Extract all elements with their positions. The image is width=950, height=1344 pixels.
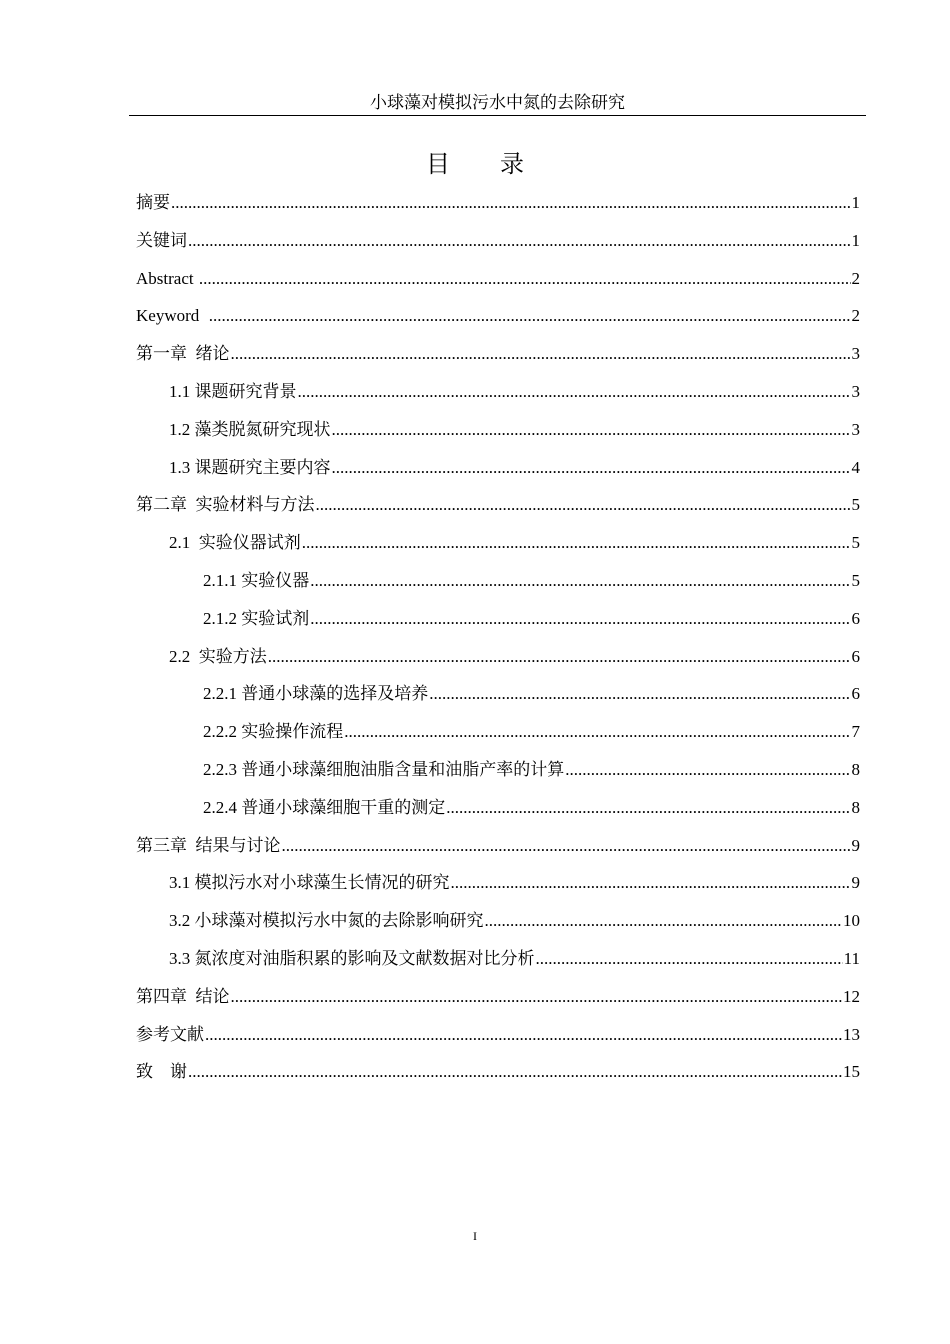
page-number-label: I — [473, 1229, 477, 1243]
toc-entry-page: 5 — [851, 495, 860, 515]
toc-leader-dots — [205, 1016, 842, 1054]
toc-entry-label: 2.2.3 普通小球藻细胞油脂含量和油脂产率的计算 — [203, 759, 565, 779]
toc-entry-label: 2.2.4 普通小球藻细胞干重的测定 — [203, 797, 446, 817]
toc-leader-dots — [332, 449, 851, 487]
toc-entry-chapter-3[interactable] — [136, 827, 860, 865]
toc-leader-dots — [316, 486, 851, 524]
toc-leader-dots — [429, 675, 850, 713]
toc-entry-keyword-en[interactable] — [136, 297, 860, 335]
toc-entry-chapter-2[interactable] — [136, 486, 860, 524]
toc-entry-label: 第二章 实验材料与方法 — [136, 495, 315, 515]
toc-entry-acknowledgements[interactable] — [136, 1053, 860, 1091]
toc-entry-abstract-cn[interactable] — [136, 184, 860, 222]
toc-leader-dots — [446, 789, 850, 827]
toc-title-char-2: 录 — [500, 150, 524, 178]
toc-entry-2-2[interactable] — [136, 638, 860, 676]
toc-leader-dots — [536, 940, 843, 978]
toc-leader-dots — [199, 260, 851, 298]
toc-leader-dots — [310, 600, 850, 638]
toc-entry-label: 1.2 藻类脱氮研究现状 — [169, 419, 331, 439]
toc-entry-label: Keyword — [136, 306, 208, 326]
toc-entry-page: 9 — [851, 873, 860, 893]
toc-entry-label: 3.1 模拟污水对小球藻生长情况的研究 — [169, 873, 450, 893]
toc-entry-page: 6 — [851, 684, 860, 704]
toc-entry-label: 2.1.2 实验试剂 — [203, 608, 310, 628]
toc-entry-page: 6 — [851, 608, 860, 628]
toc-entry-label: 1.3 课题研究主要内容 — [169, 457, 331, 477]
page-number — [0, 1228, 950, 1244]
toc-entry-label: 关键词 — [136, 230, 187, 250]
toc-leader-dots — [209, 297, 851, 335]
toc-leader-dots — [451, 864, 851, 902]
toc-entry-label: 2.2.1 普通小球藻的选择及培养 — [203, 684, 429, 704]
toc-entry-keywords-cn[interactable] — [136, 222, 860, 260]
toc-entry-label: 2.1 实验仪器试剂 — [169, 533, 301, 553]
toc-entry-page: 3 — [851, 419, 860, 439]
toc-entry-label: 致 谢 — [136, 1062, 187, 1082]
toc-entry-page: 5 — [851, 570, 860, 590]
toc-entry-2-2-4[interactable] — [136, 789, 860, 827]
toc-entry-page: 1 — [851, 230, 860, 250]
toc-title — [0, 147, 950, 181]
toc-entry-label: Abstract — [136, 268, 198, 288]
toc-leader-dots — [188, 222, 851, 260]
toc-entry-label: 参考文献 — [136, 1024, 204, 1044]
toc-entry-abstract-en[interactable] — [136, 260, 860, 298]
toc-entry-2-2-3[interactable] — [136, 751, 860, 789]
toc-entry-chapter-1[interactable] — [136, 335, 860, 373]
toc-entry-2-2-1[interactable] — [136, 675, 860, 713]
toc-entry-3-1[interactable] — [136, 864, 860, 902]
toc-entry-page: 3 — [851, 344, 860, 364]
toc-entry-label: 1.1 课题研究背景 — [169, 381, 297, 401]
toc-leader-dots — [310, 562, 850, 600]
toc-entry-page: 1 — [851, 193, 860, 212]
toc-entry-page: 8 — [851, 797, 860, 817]
toc-entry-page: 2 — [851, 268, 860, 288]
toc-entry-label: 摘要 — [136, 193, 170, 212]
toc-leader-dots — [188, 1053, 842, 1091]
toc-list — [136, 184, 860, 1091]
toc-entry-page: 9 — [851, 835, 860, 855]
toc-entry-page: 5 — [851, 533, 860, 553]
toc-leader-dots — [344, 713, 850, 751]
toc-leader-dots — [298, 373, 851, 411]
toc-entry-label: 3.3 氮浓度对油脂积累的影响及文献数据对比分析 — [169, 948, 535, 968]
toc-leader-dots — [268, 638, 851, 676]
toc-leader-dots — [485, 902, 843, 940]
toc-entry-page: 2 — [851, 306, 860, 326]
toc-entry-1-2[interactable] — [136, 411, 860, 449]
toc-entry-page: 12 — [843, 986, 860, 1006]
toc-entry-2-1-2[interactable] — [136, 600, 860, 638]
toc-entry-page: 6 — [851, 646, 860, 666]
toc-entry-label: 2.2 实验方法 — [169, 646, 267, 666]
toc-entry-2-1-1[interactable] — [136, 562, 860, 600]
toc-entry-2-2-2[interactable] — [136, 713, 860, 751]
toc-entry-1-1[interactable] — [136, 373, 860, 411]
toc-entry-label: 第四章 结论 — [136, 986, 230, 1006]
toc-leader-dots — [282, 827, 851, 865]
toc-leader-dots — [171, 184, 851, 222]
toc-entry-1-3[interactable] — [136, 449, 860, 487]
toc-entry-label: 2.1.1 实验仪器 — [203, 570, 310, 590]
toc-entry-page: 11 — [843, 948, 860, 968]
toc-entry-page: 7 — [851, 722, 860, 742]
toc-entry-2-1[interactable] — [136, 524, 860, 562]
running-header — [129, 92, 866, 116]
toc-entry-3-3[interactable] — [136, 940, 860, 978]
toc-entry-3-2[interactable] — [136, 902, 860, 940]
toc-entry-label: 第三章 结果与讨论 — [136, 835, 281, 855]
toc-leader-dots — [231, 335, 851, 373]
toc-entry-label: 2.2.2 实验操作流程 — [203, 722, 344, 742]
toc-leader-dots — [565, 751, 850, 789]
toc-title-char-1: 目 — [426, 150, 450, 178]
toc-entry-label: 第一章 绪论 — [136, 344, 230, 364]
toc-leader-dots — [231, 978, 843, 1016]
toc-leader-dots — [302, 524, 851, 562]
toc-entry-page: 10 — [843, 911, 860, 931]
toc-entry-page: 4 — [851, 457, 860, 477]
toc-entry-chapter-4[interactable] — [136, 978, 860, 1016]
toc-entry-label: 3.2 小球藻对模拟污水中氮的去除影响研究 — [169, 911, 484, 931]
toc-entry-references[interactable] — [136, 1016, 860, 1054]
running-header-title: 小球藻对模拟污水中氮的去除研究 — [370, 93, 625, 112]
toc-entry-page: 8 — [851, 759, 860, 779]
toc-entry-page: 13 — [843, 1024, 860, 1044]
toc-entry-page: 3 — [851, 381, 860, 401]
toc-entry-page: 15 — [843, 1062, 860, 1082]
toc-leader-dots — [332, 411, 851, 449]
